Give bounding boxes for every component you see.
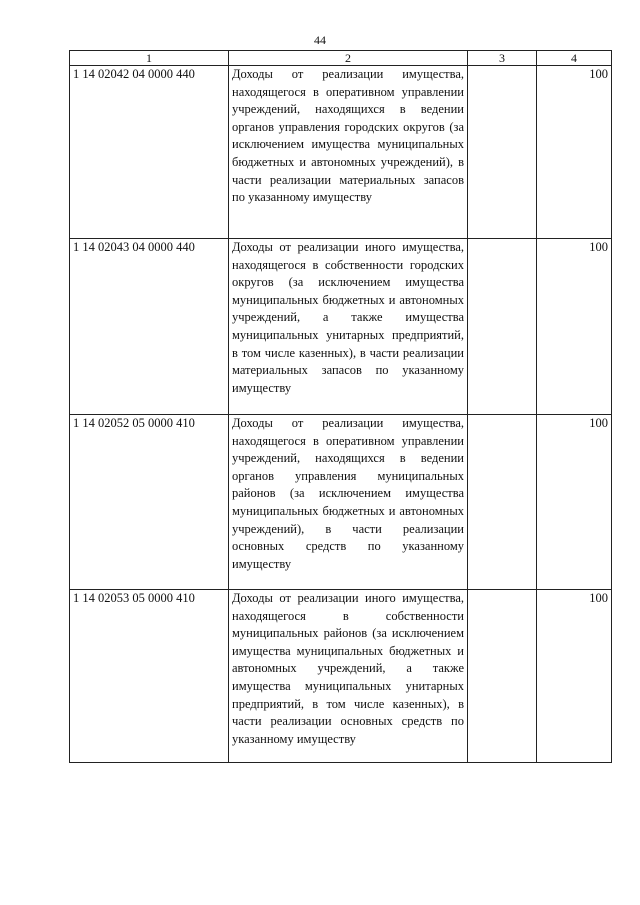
column-3-cell	[468, 66, 537, 239]
revenue-code-cell: 1 14 02042 04 0000 440	[70, 66, 229, 239]
column-header-2: 2	[229, 51, 468, 66]
column-header-1: 1	[70, 51, 229, 66]
column-header-3: 3	[468, 51, 537, 66]
column-3-cell	[468, 239, 537, 415]
revenue-code-cell: 1 14 02052 05 0000 410	[70, 415, 229, 590]
revenue-description-cell: Доходы от реализации имущества, находящегося в оперативном управлении учреждений, находящихся в ведении органов управления городских округов (за исключением имущества муниципальных бюджетных и автономных учреждений), в части реализации материальных запасов по указанному имуществу	[229, 66, 468, 239]
column-3-cell	[468, 590, 537, 763]
percent-value-cell: 100	[537, 239, 612, 415]
revenue-code-cell: 1 14 02053 05 0000 410	[70, 590, 229, 763]
percent-value-cell: 100	[537, 590, 612, 763]
table-row	[70, 239, 612, 415]
table-header-row	[70, 51, 612, 66]
percent-value-cell: 100	[537, 415, 612, 590]
table-row	[70, 590, 612, 763]
revenue-description-cell: Доходы от реализации иного имущества, находящегося в собственности городских округов (за исключением имущества муниципальных бюджетных и автономных учреждений, а также имущества муниципальных унитарных предприятий, в том числе казенных), в части реализации материальных запасов по указанному имуществу	[229, 239, 468, 415]
revenue-description-cell: Доходы от реализации иного имущества, находящегося в собственности муниципальных районов (за исключением имущества муниципальных бюджетных и автономных учреждений, а также имущества муниципальных унитарных предприятий, в том числе казенных), в части реализации основных средств по указанному имуществу	[229, 590, 468, 763]
column-3-cell	[468, 415, 537, 590]
column-header-4: 4	[537, 51, 612, 66]
percent-value-cell: 100	[537, 66, 612, 239]
table-row	[70, 415, 612, 590]
budget-revenue-table	[69, 50, 612, 763]
page-number: 44	[314, 33, 326, 47]
revenue-code-cell: 1 14 02043 04 0000 440	[70, 239, 229, 415]
table-row	[70, 66, 612, 239]
revenue-description-cell: Доходы от реализации имущества, находящегося в оперативном управлении учреждений, находящихся в ведении органов управления муниципальных районов (за исключением имущества муниципальных бюджетных и автономных учреждений), в части реализации основных средств по указанному имуществу	[229, 415, 468, 590]
